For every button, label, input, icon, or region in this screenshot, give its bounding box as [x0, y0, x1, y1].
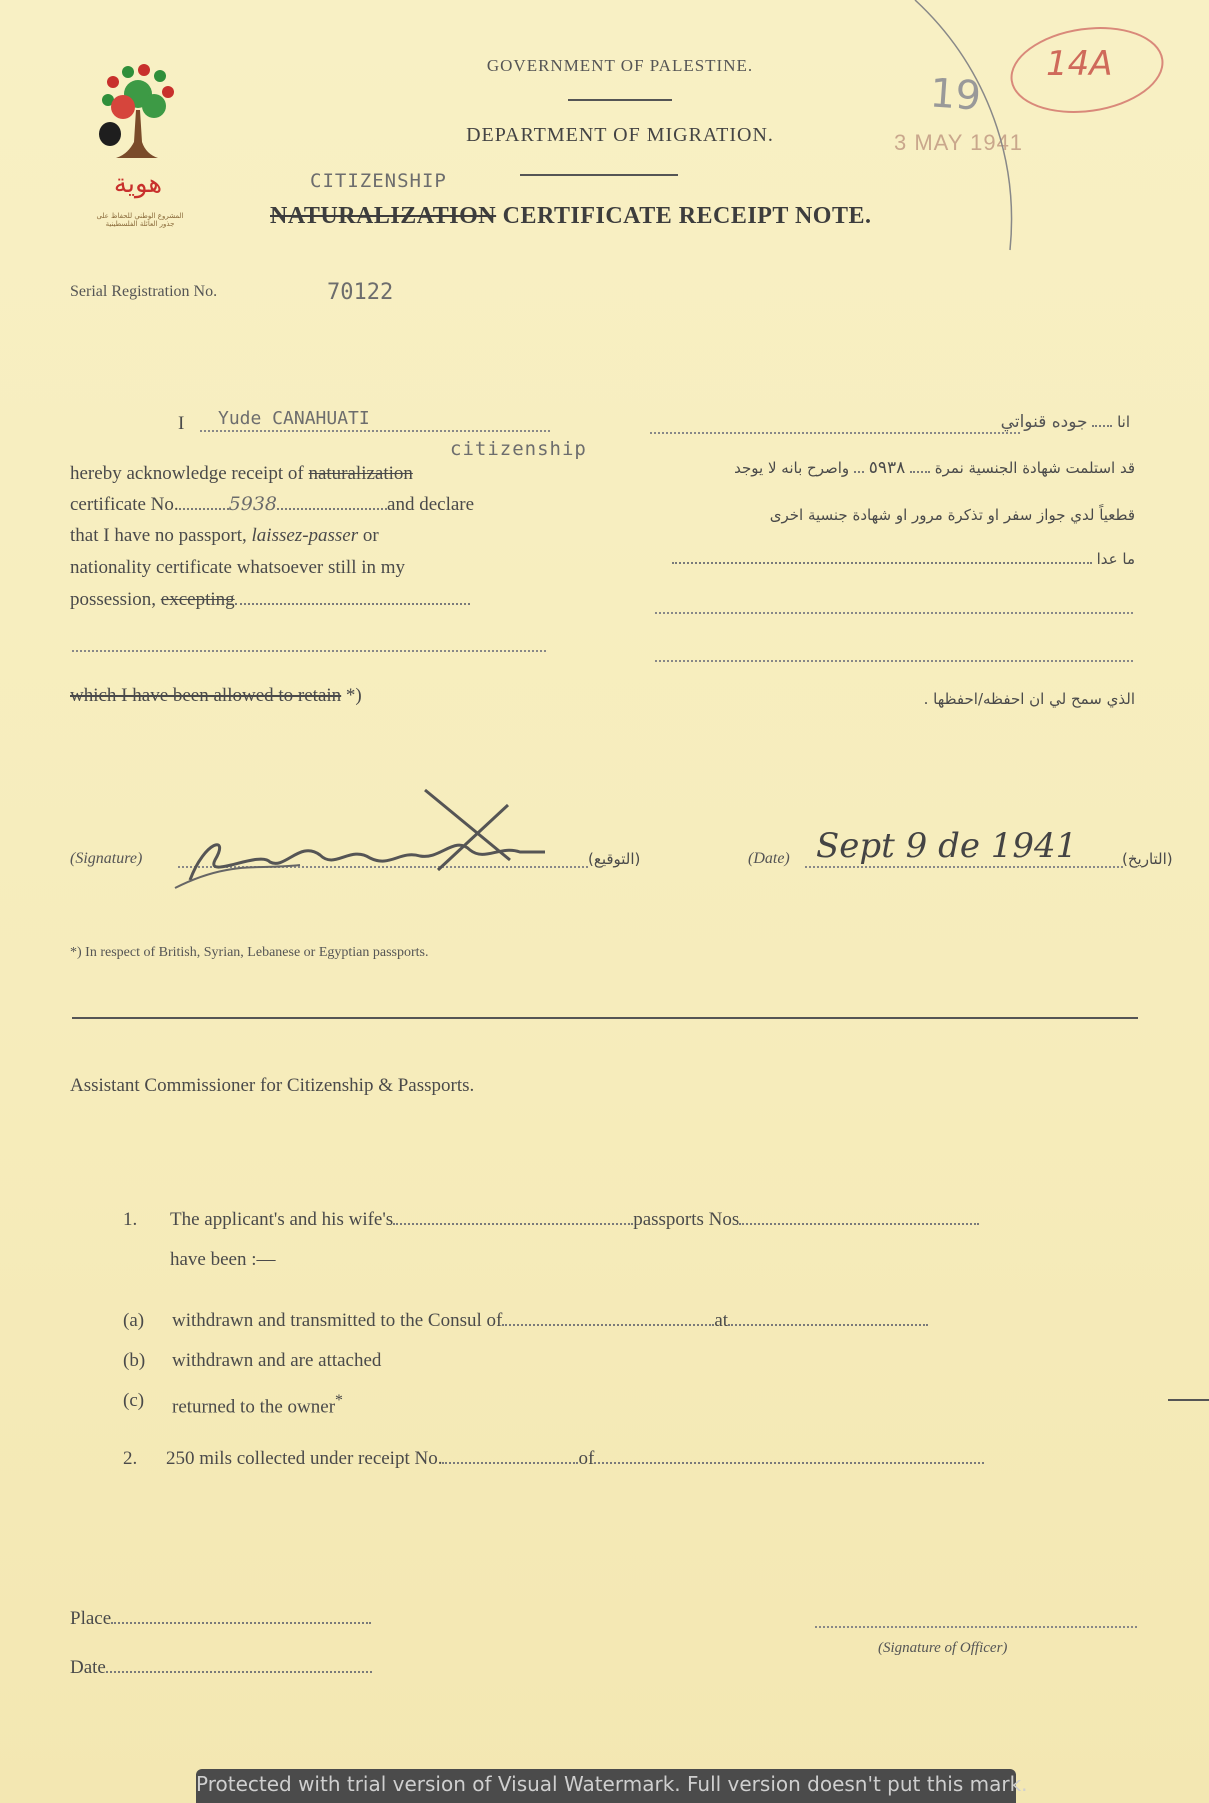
- logo-wordmark: هوية: [113, 169, 163, 199]
- footnote-mark: *): [345, 685, 362, 706]
- struck-excepting: excepting: [160, 589, 235, 610]
- item-1-text-a: The applicant's and his wife's: [170, 1209, 394, 1230]
- item-b-label: (b): [123, 1350, 146, 1371]
- possession-text: possession,: [70, 589, 157, 610]
- i-prefix: I: [178, 413, 185, 434]
- section-divider: [72, 1017, 1138, 1019]
- folio-number: 19: [928, 70, 983, 120]
- applicant-name-en: Yude CANAHUATI: [218, 408, 370, 429]
- declaration-line-1-text: hereby acknowledge receipt of: [70, 463, 304, 484]
- heritage-logo: [98, 62, 178, 232]
- declaration-line-3: [70, 520, 550, 552]
- received-date-stamp: 3 MAY 1941: [894, 130, 1024, 155]
- applicant-name-ar: جوده قنواتي: [1000, 412, 1088, 432]
- oval-stamp-number: 14A: [1046, 44, 1113, 84]
- signature-dotted-line: [178, 866, 588, 868]
- item-a-label: (a): [123, 1310, 145, 1331]
- margin-pencil-line: [915, 0, 1012, 250]
- arabic-line-2-text: قد استلمت شهادة الجنسية نمرة: [934, 459, 1135, 477]
- officer-signature-label: (Signature of Officer): [878, 1640, 1008, 1656]
- item-a-at: at: [714, 1310, 729, 1331]
- arabic-dotted-line-1: [655, 612, 1133, 614]
- arabic-name-dotted-line: [650, 432, 1020, 434]
- place-label: Place: [70, 1608, 112, 1629]
- certificate-no-value: 5938: [228, 493, 278, 515]
- name-dotted-line: [200, 430, 550, 432]
- arabic-except: ما عدا: [1096, 550, 1135, 568]
- item-c-label: (c): [123, 1390, 145, 1411]
- arabic-dotted-line-2: [655, 660, 1133, 662]
- item-2-line: [166, 1443, 984, 1475]
- item-c-mark: *: [335, 1392, 343, 1409]
- declaration-line-4: nationality certificate whatsoever still in my: [70, 557, 406, 578]
- department-heading: DEPARTMENT OF MIGRATION.: [466, 124, 774, 146]
- logo-caption: المشروع الوطني للحفاظ على جذور العائلة الفلسطينية: [96, 212, 184, 228]
- arabic-line-2-suffix: واصرح بانه لا يوجد: [734, 459, 850, 477]
- struck-which-retain: which I have been allowed to retain: [70, 685, 342, 706]
- declaration-line-1: [70, 458, 550, 490]
- serial-value: 70122: [327, 280, 394, 305]
- header-divider-1: [568, 99, 672, 101]
- arabic-line-2: [655, 458, 1135, 478]
- and-declare-text: and declare: [387, 494, 475, 515]
- date-label-ar: (التاريخ): [1122, 850, 1173, 868]
- declaration-line-3-a: that I have no passport,: [70, 525, 247, 546]
- bottom-date-label: Date: [70, 1657, 106, 1678]
- item-1-have-been: have been :—: [170, 1249, 276, 1270]
- arabic-line-4: [655, 550, 1135, 568]
- serial-label: Serial Registration No.: [70, 283, 218, 300]
- item-1-line: [170, 1204, 979, 1236]
- title-struck-word: NATURALIZATION: [270, 203, 497, 229]
- declaration-line-2: [70, 488, 550, 521]
- officer-signature-line: [815, 1626, 1137, 1628]
- declaration-line-6: [70, 680, 362, 712]
- date-label: (Date): [748, 850, 790, 867]
- certificate-no-ar: ٥٩٣٨: [868, 458, 906, 478]
- laissez-passer-text: laissez-passer: [251, 525, 359, 546]
- declaration-line-5: [70, 584, 550, 616]
- signature-label-ar: (التوقيع): [588, 850, 641, 868]
- office-heading: Assistant Commissioner for Citizenship & Passports.: [70, 1075, 475, 1096]
- handwritten-date: Sept 9 de 1941: [816, 826, 1078, 866]
- arabic-line-5: الذي سمح لي ان احفظه/احفظها .: [923, 690, 1135, 708]
- tree-icon: [98, 62, 178, 212]
- watermark-text: Protected with trial version of Visual Watermark. Full version doesn't put this mark.: [196, 1772, 1028, 1796]
- arabic-ana: انا: [1117, 413, 1130, 431]
- footnote: *) In respect of British, Syrian, Lebanese or Egyptian passports.: [70, 945, 429, 960]
- struck-naturalization: naturalization: [308, 463, 413, 484]
- item-2-of: of: [578, 1448, 595, 1469]
- certificate-no-label: certificate No.: [70, 494, 179, 515]
- signature-underline: [175, 865, 300, 888]
- typed-citizenship-correction: CITIZENSHIP: [310, 170, 447, 192]
- government-heading: GOVERNMENT OF PALESTINE.: [486, 56, 754, 75]
- item-1-number: 1.: [123, 1209, 138, 1230]
- item-a-line: [172, 1305, 928, 1337]
- header-divider-2: [520, 174, 678, 176]
- item-c-text: returned to the owner: [172, 1396, 336, 1418]
- document-title: [270, 203, 871, 230]
- cross-mark-2: [438, 805, 508, 870]
- signature-label: (Signature): [70, 850, 143, 867]
- applicant-signature: [190, 845, 545, 880]
- item-2-text: 250 mils collected under receipt No.: [166, 1448, 443, 1469]
- date-line: [70, 1652, 372, 1684]
- arabic-line-1: [790, 412, 1130, 432]
- item-c-line: [172, 1385, 343, 1423]
- typed-citizenship-inline: citizenship: [450, 438, 587, 460]
- item-b-text: withdrawn and are attached: [172, 1350, 382, 1371]
- date-dotted-line: [805, 866, 1123, 868]
- blank-dotted-line: [72, 650, 546, 652]
- declaration-line-3-b: or: [362, 525, 379, 546]
- item-1-text-b: passports Nos: [633, 1209, 740, 1230]
- cross-mark-1: [425, 790, 510, 860]
- title-rest: CERTIFICATE RECEIPT NOTE.: [502, 203, 872, 229]
- arabic-line-3: قطعياً لدي جواز سفر او تذكرة مرور او شهادة جنسية اخرى: [769, 506, 1135, 524]
- item-a-text: withdrawn and transmitted to the Consul of: [172, 1310, 503, 1331]
- place-line: [70, 1603, 371, 1635]
- item-2-number: 2.: [123, 1448, 138, 1469]
